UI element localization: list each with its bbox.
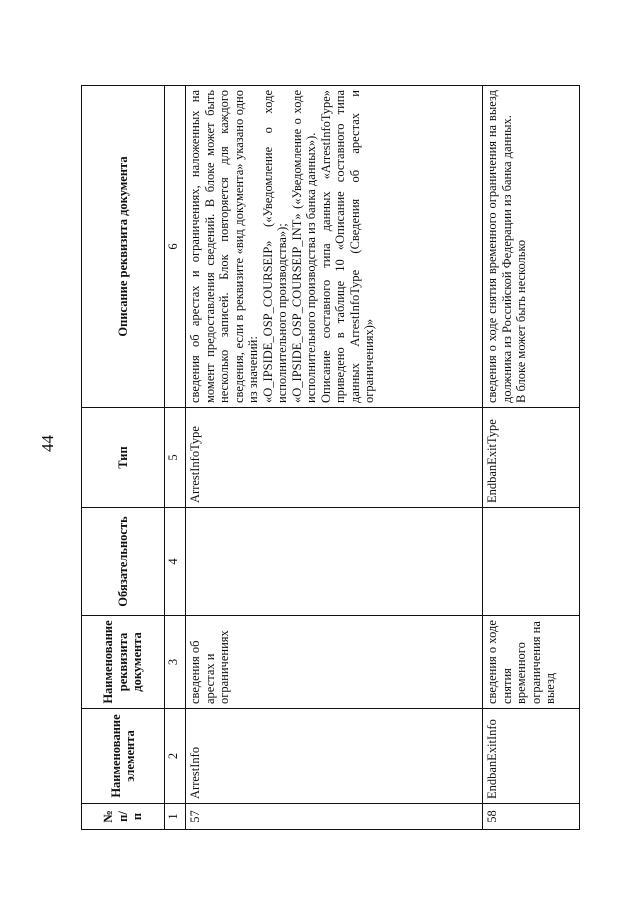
page-number: 44 [38, 435, 57, 452]
header-row [82, 86, 165, 830]
requisites-table [81, 85, 580, 830]
row-required [186, 508, 483, 616]
row-requisite: сведения об арестах и ограничениях [186, 616, 483, 709]
header-requisite: Наименование реквизита документа [82, 616, 165, 709]
row-requisite: сведения о ходе снятия временного ограничения на выезд [483, 616, 580, 709]
table-row [186, 86, 483, 830]
header-required: Обязательность [82, 508, 165, 616]
description-paragraph: сведения об арестах и ограничениях, наложенных на момент предоставления сведений. В блоке может быть несколько записей. Блок повторяется для каждого сведения, если в реквизите «вид документа» указано одно из значений: [188, 90, 260, 403]
row-type: ArrestInfoType [186, 408, 483, 508]
description-paragraph: сведения о ходе снятия временного ограничения на выезд должника из Российской Федерации из банка данных. [485, 90, 514, 403]
row-num: 58 [483, 804, 580, 830]
column-number: 6 [165, 86, 186, 408]
column-number: 1 [165, 804, 186, 830]
row-description [483, 86, 580, 408]
header-description: Описание реквизита документа [82, 86, 165, 408]
column-number: 3 [165, 616, 186, 709]
row-required [483, 508, 580, 616]
header-element: Наименование элемента [82, 709, 165, 804]
row-element: ArrestInfo [186, 709, 483, 804]
row-element: EndbanExitInfo [483, 709, 580, 804]
table-row [483, 86, 580, 830]
description-paragraph: Описание составного типа данных «ArrestInfoType» приведено в таблице 10 «Описание составного типа данных ArrestInfoType (Сведения об арестах и ограничениях)» [318, 90, 376, 403]
column-number: 2 [165, 709, 186, 804]
rotated-table-container [81, 85, 611, 830]
column-number: 4 [165, 508, 186, 616]
header-type: Тип [82, 408, 165, 508]
description-paragraph: «O_IPSIDE_OSP_COURSEIP» («Уведомление о ходе исполнительного производства»); [260, 90, 289, 403]
description-paragraph: В блоке может быть несколько [514, 239, 528, 403]
row-num: 57 [186, 804, 483, 830]
column-number-row [165, 86, 186, 830]
description-paragraph: «O_IPSIDE_OSP_COURSEIP_INT» («Уведомление о ходе исполнительного производства из банка данных»). [289, 90, 318, 403]
header-num: № п/п [82, 804, 165, 830]
row-type: EndbanExitType [483, 408, 580, 508]
column-number: 5 [165, 408, 186, 508]
row-description [186, 86, 483, 408]
